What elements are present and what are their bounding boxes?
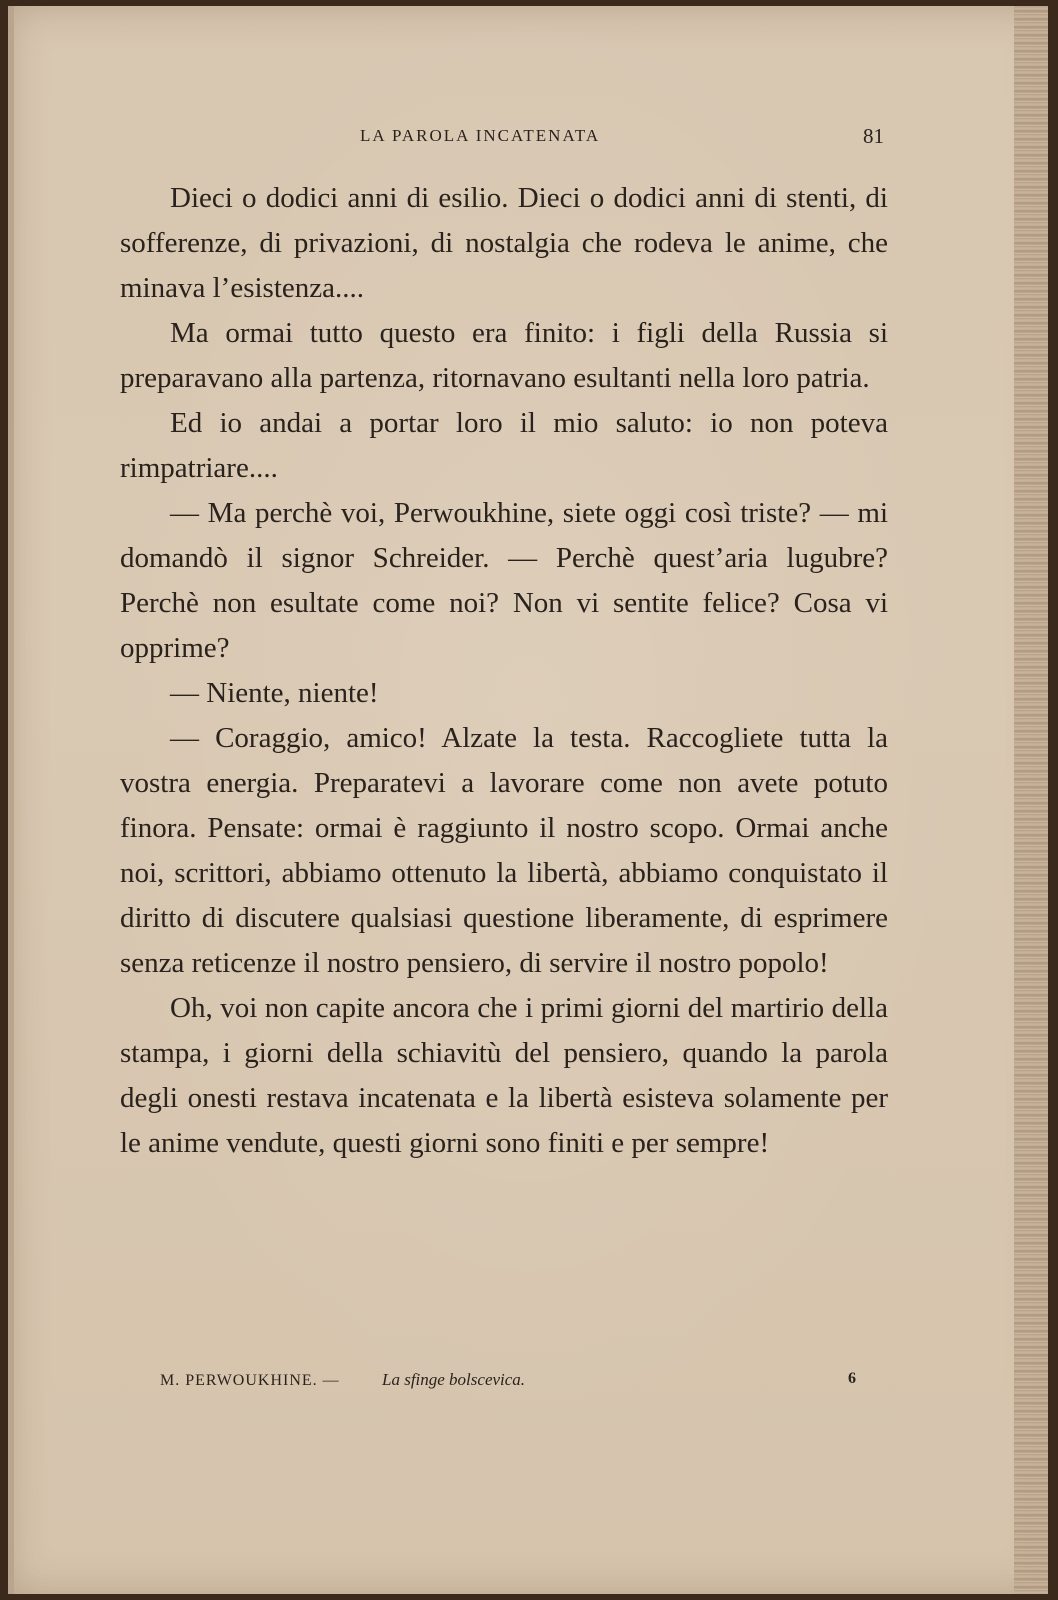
body-text [120, 176, 888, 1166]
paragraph: Ed io andai a portar loro il mio saluto: io non poteva rimpatriare.... [120, 407, 888, 484]
paragraph: — Niente, niente! [170, 677, 379, 709]
paragraph: — Ma perchè voi, Perwoukhine, siete oggi così triste? — mi domandò il signor Schreider. — Perchè quest’aria lugubre? Perchè non esultate come noi? Non vi sentite felice? Cosa vi opprime? [120, 497, 888, 664]
paragraph: Oh, voi non capite ancora che i primi giorni del martirio della stampa, i giorni della schiavitù del pensiero, quando la parola degli onesti restava incatenata e la libertà esisteva solamente per le anime vendute, questi giorni sono finiti e per sempre! [120, 992, 888, 1159]
footer-author: M. PERWOUKHINE. — [160, 1372, 340, 1389]
paragraph: Dieci o dodici anni di esilio. Dieci o dodici anni di stenti, di sofferenze, di privazioni, di nostalgia che rodeva le anime, che minava l’esistenza.... [120, 182, 888, 304]
paper-sheet [8, 6, 1048, 1594]
page-right-edge [1014, 6, 1048, 1594]
page-left-edge [8, 6, 14, 1594]
paragraph: — Coraggio, amico! Alzate la testa. Raccogliete tutta la vostra energia. Preparatevi a lavorare come non avete potuto finora. Pensate: ormai è raggiunto il nostro scopo. Ormai anche noi, scrittori, abbiamo ottenuto la libertà, abbiamo conquistato il diritto di discutere qualsiasi questione liberamente, di esprimere senza reticenze il nostro pensiero, di servire il nostro popolo! [120, 722, 888, 979]
signature-mark: 6 [848, 1370, 856, 1387]
page-number: 81 [863, 124, 884, 148]
running-head [108, 124, 888, 148]
running-title: LA PAROLA INCATENATA [360, 126, 601, 145]
footer-title: La sfinge bolscevica. [382, 1370, 526, 1389]
paragraph: Ma ormai tutto questo era finito: i figli della Russia si preparavano alla partenza, ritornavano esultanti nella loro patria. [120, 317, 888, 394]
footer [160, 1370, 860, 1396]
